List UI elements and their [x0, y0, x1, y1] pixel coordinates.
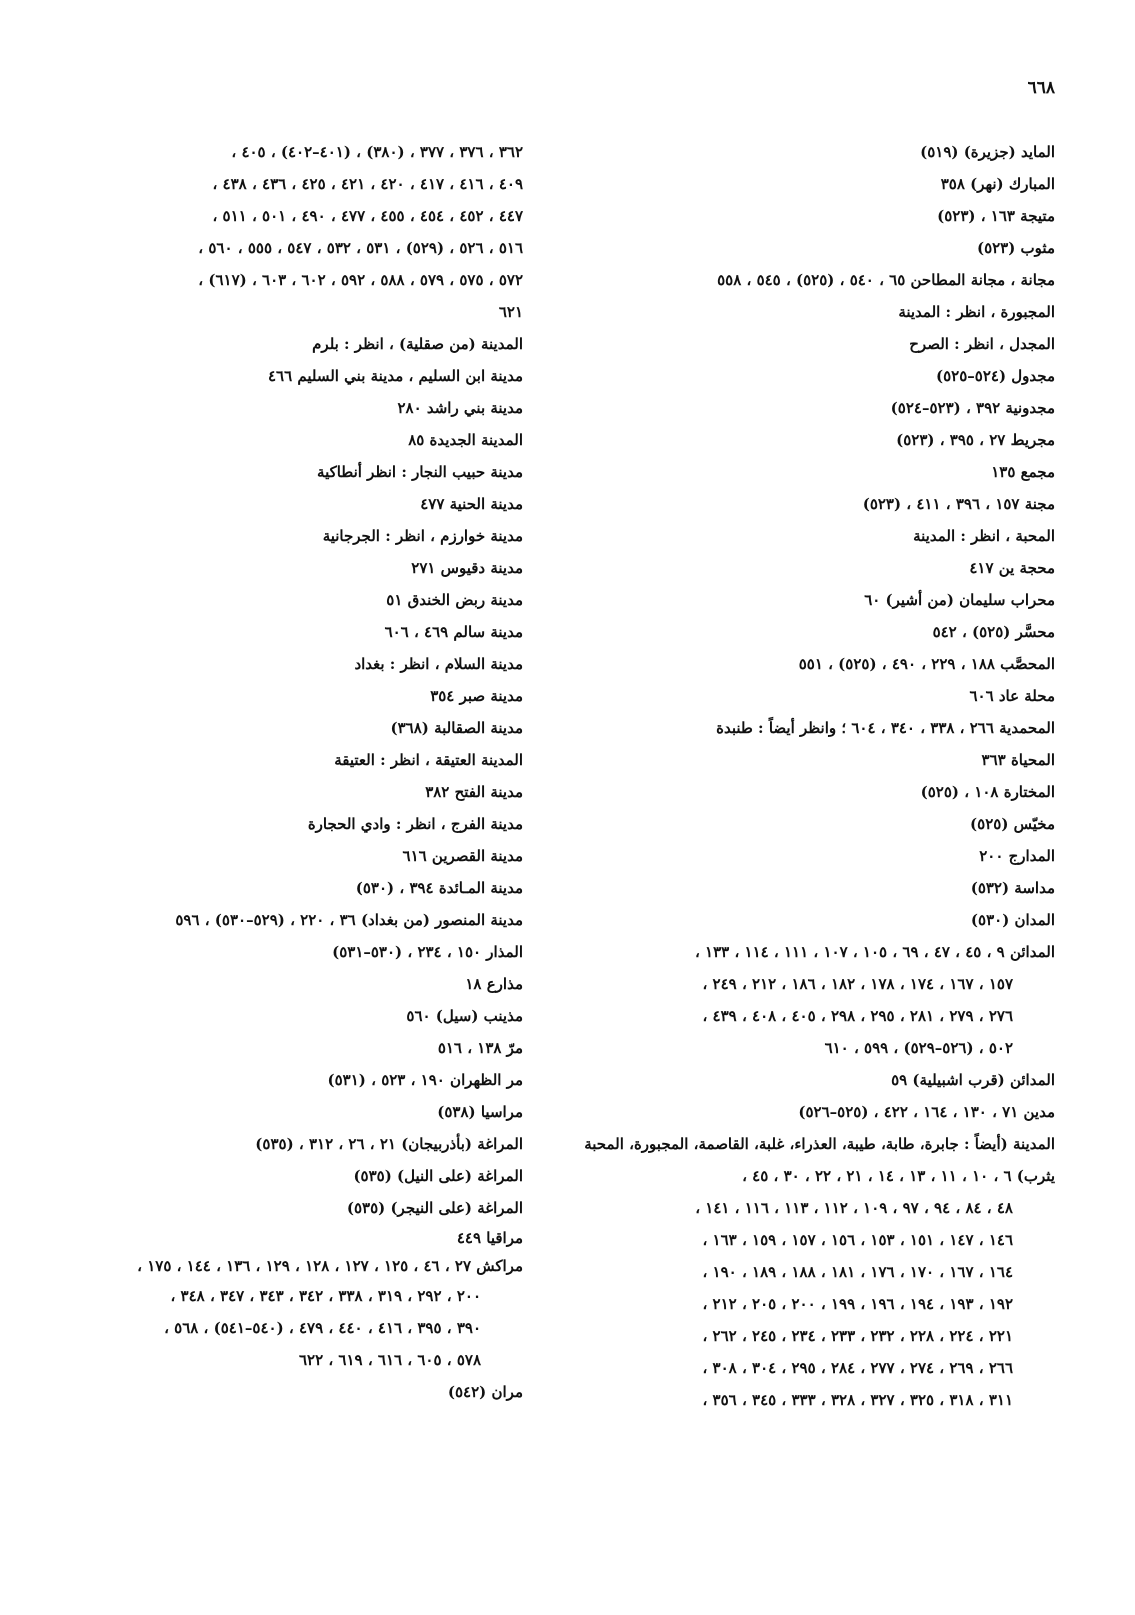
index-entry-continuation: ٥٠٢ ، (٥٢٦–٥٢٩) ، ٥٩٩ ، ٦١٠ [824, 1039, 1013, 1057]
index-entry: المراغة (بأذربيجان) ٢١ ، ٢٦ ، ٣١٢ ، (٥٣٥) [255, 1135, 523, 1153]
index-entry: مجدونية ٣٩٢ ، (٥٢٣–٥٢٤) [890, 399, 1055, 417]
index-entry: مخيّس (٥٢٥) [970, 815, 1055, 833]
index-entry-continuation: ٤٨ ، ٨٤ ، ٩٤ ، ٩٧ ، ١٠٩ ، ١١٢ ، ١١٣ ، ١١٦ ، ١٤١ ، [695, 1199, 1013, 1217]
index-entry: المحصَّب ١٨٨ ، ٢٢٩ ، ٤٩٠ ، (٥٢٥) ، ٥٥١ [798, 655, 1055, 673]
index-entry: محراب سليمان (من أشير) ٦٠ [864, 591, 1055, 609]
index-entry-continuation: ٥٧٨ ، ٦٠٥ ، ٦١٦ ، ٦١٩ ، ٦٢٢ [298, 1351, 481, 1369]
index-entry: المدائن ٩ ، ٤٥ ، ٤٧ ، ٦٩ ، ١٠٥ ، ١٠٧ ، ١١١ ، ١١٤ ، ١٣٣ ، [694, 943, 1055, 961]
index-entry: ٦٢١ [498, 303, 523, 321]
index-entry: ٣٦٢ ، ٣٧٦ ، ٣٧٧ ، (٣٨٠) ، (٤٠١–٤٠٢) ، ٤٠٥ ، [231, 143, 523, 161]
index-entry: المختارة ١٠٨ ، (٥٢٥) [920, 783, 1055, 801]
index-entry: المدينة (من صقلية) ، انظر : بلرم [312, 335, 523, 353]
index-entry: متيجة ١٦٣ ، (٥٢٣) [937, 207, 1055, 225]
index-entry: المجبورة ، انظر : المدينة [898, 303, 1055, 321]
index-entry: مدينة المـائدة ٣٩٤ ، (٥٣٠) [355, 879, 523, 897]
index-entry: مرّ ١٣٨ ، ٥١٦ [437, 1039, 523, 1057]
index-entry: المدينة العتيقة ، انظر : العتيقة [334, 751, 523, 769]
index-entry: المدان (٥٣٠) [970, 911, 1055, 929]
index-entry: مران (٥٤٢) [447, 1383, 523, 1401]
index-entry: مراقيا ٤٤٩ [456, 1229, 523, 1247]
index-entry-continuation: ٣٩٠ ، ٣٩٥ ، ٤١٦ ، ٤٤٠ ، ٤٧٩ ، (٥٤٠–٥٤١) ، ٥٦٨ ، [164, 1319, 481, 1337]
index-entry: ٤٠٩ ، ٤١٦ ، ٤١٧ ، ٤٢٠ ، ٤٢١ ، ٤٢٥ ، ٤٣٦ ، ٤٣٨ ، [212, 175, 523, 193]
index-entry: محسَّر (٥٢٥) ، ٥٤٢ [932, 623, 1055, 641]
index-entry: محلة عاد ٦٠٦ [969, 687, 1055, 705]
index-column-left [53, 136, 523, 1408]
index-entry: المراغة (على النيل) (٥٣٥) [353, 1167, 523, 1185]
index-entry-continuation: ١٥٧ ، ١٦٧ ، ١٧٤ ، ١٧٨ ، ١٨٢ ، ١٨٦ ، ٢١٢ ، ٢٤٩ ، [702, 975, 1013, 993]
index-entry-continuation: ١٤٦ ، ١٤٧ ، ١٥١ ، ١٥٣ ، ١٥٦ ، ١٥٧ ، ١٥٩ ، ١٦٣ ، [702, 1231, 1013, 1249]
index-entry: المحمدية ٢٦٦ ، ٣٣٨ ، ٣٤٠ ، ٦٠٤ ؛ وانظر أيضاً : طنبدة [716, 719, 1055, 737]
index-entry: مجمع ١٣٥ [991, 463, 1055, 481]
index-entry: مجنة ١٥٧ ، ٣٩٦ ، ٤١١ ، (٥٢٣) [862, 495, 1055, 513]
index-entry: مراكش ٢٧ ، ٤٦ ، ١٢٥ ، ١٢٧ ، ١٢٨ ، ١٢٩ ، ١٣٦ ، ١٤٤ ، ١٧٥ ، [137, 1257, 523, 1275]
index-entry: مدينة سالم ٤٦٩ ، ٦٠٦ [384, 623, 523, 641]
index-entry-continuation: ٣١١ ، ٣١٨ ، ٣٢٥ ، ٣٢٧ ، ٣٢٨ ، ٣٣٣ ، ٣٤٥ ، ٣٥٦ ، [702, 1391, 1013, 1409]
index-entry-continuation: ١٩٢ ، ١٩٣ ، ١٩٤ ، ١٩٦ ، ١٩٩ ، ٢٠٠ ، ٢٠٥ ، ٢١٢ ، [702, 1295, 1013, 1313]
index-entry: المجدل ، انظر : الصرح [909, 335, 1055, 353]
index-entry: المبارك (نهر) ٣٥٨ [940, 175, 1055, 193]
index-entry: المدينة (أيضاً : جابرة، طابة، طيبة، العذراء، غلبة، القاصمة، المجبورة، المحبة [584, 1135, 1055, 1153]
index-entry: المذار ١٥٠ ، ٢٣٤ ، (٥٣٠–٥٣١) [332, 943, 523, 961]
index-entry-continuation: ١٦٤ ، ١٦٧ ، ١٧٠ ، ١٧٦ ، ١٨١ ، ١٨٨ ، ١٨٩ ، ١٩٠ ، [702, 1263, 1013, 1281]
index-entry: مجريط ٢٧ ، ٣٩٥ ، (٥٢٣) [896, 431, 1055, 449]
index-entry: المحياة ٣٦٣ [981, 751, 1055, 769]
index-entry: مذارع ١٨ [465, 975, 523, 993]
index-entry: مدين ٧١ ، ١٣٠ ، ١٦٤ ، ٤٢٢ ، (٥٢٥–٥٢٦) [798, 1103, 1055, 1121]
index-entry: مراسيا (٥٣٨) [437, 1103, 523, 1121]
index-entry: المايد (جزيرة) (٥١٩) [920, 143, 1055, 161]
index-entry: ٥٧٢ ، ٥٧٥ ، ٥٧٩ ، ٥٨٨ ، ٥٩٢ ، ٦٠٢ ، ٦٠٣ ، (٦١٧) ، [198, 271, 523, 289]
index-entry: المدائن (قرب اشبيلية) ٥٩ [891, 1071, 1055, 1089]
index-entry: مر الظهران ١٩٠ ، ٥٢٣ ، (٥٣١) [327, 1071, 523, 1089]
index-entry: مداسة (٥٣٢) [970, 879, 1055, 897]
index-entry: مجدول (٥٢٤–٥٢٥) [935, 367, 1055, 385]
index-entry: المحبة ، انظر : المدينة [913, 527, 1055, 545]
index-column-right [575, 136, 1055, 1416]
index-entry: مدينة الحنية ٤٧٧ [420, 495, 523, 513]
index-entry-continuation: ٢٧٦ ، ٢٧٩ ، ٢٨١ ، ٢٩٥ ، ٢٩٨ ، ٤٠٥ ، ٤٠٨ ، ٤٣٩ ، [702, 1007, 1013, 1025]
index-entry: مدينة خوارزم ، انظر : الجرجانية [322, 527, 523, 545]
index-entry-continuation: ٢٦٦ ، ٢٦٩ ، ٢٧٤ ، ٢٧٧ ، ٢٨٤ ، ٢٩٥ ، ٣٠٤ ، ٣٠٨ ، [702, 1359, 1013, 1377]
index-entry: مدينة ابن السليم ، مدينة بني السليم ٤٦٦ [267, 367, 523, 385]
index-entry: المراغة (على النيجر) (٥٣٥) [346, 1199, 523, 1217]
index-entry: مدينة القصرين ٦١٦ [402, 847, 523, 865]
index-entry: مدينة حبيب النجار : انظر أنطاكية [317, 463, 523, 481]
index-entry: مدينة الفرج ، انظر : وادي الحجارة [307, 815, 523, 833]
index-entry: يثرب) ٦ ، ١٠ ، ١١ ، ١٣ ، ١٤ ، ٢١ ، ٢٢ ، ٣٠ ، ٤٥ ، [742, 1167, 1055, 1185]
index-entry: المدينة الجديدة ٨٥ [408, 431, 523, 449]
index-entry: مدينة المنصور (من بغداد) ٣٦ ، ٢٢٠ ، (٥٢٩–٥٣٠) ، ٥٩٦ [175, 911, 523, 929]
index-entry: مدينة بني راشد ٢٨٠ [397, 399, 523, 417]
index-entry: ٤٤٧ ، ٤٥٢ ، ٤٥٤ ، ٤٥٥ ، ٤٧٧ ، ٤٩٠ ، ٥٠١ ، ٥١١ ، [212, 207, 523, 225]
index-entry: مدينة الفتح ٣٨٢ [425, 783, 523, 801]
index-entry: مدينة الصقالبة (٣٦٨) [390, 719, 523, 737]
index-entry-continuation: ٢٢١ ، ٢٢٤ ، ٢٢٨ ، ٢٣٢ ، ٢٣٣ ، ٢٣٤ ، ٢٤٥ ، ٢٦٢ ، [702, 1327, 1013, 1345]
index-entry: مدينة دقيوس ٢٧١ [411, 559, 523, 577]
index-entry: مجانة ، مجانة المطاحن ٦٥ ، ٥٤٠ ، (٥٢٥) ، ٥٤٥ ، ٥٥٨ [717, 271, 1055, 289]
page-number: ٦٦٨ [1027, 78, 1055, 98]
index-entry: محجة ين ٤١٧ [969, 559, 1055, 577]
index-entry-continuation: ٢٠٠ ، ٢٩٢ ، ٣١٩ ، ٣٣٨ ، ٣٤٢ ، ٣٤٣ ، ٣٤٧ ، ٣٤٨ ، [170, 1287, 481, 1305]
index-entry: مذينب (سيل) ٥٦٠ [406, 1007, 523, 1025]
index-entry: ٥١٦ ، ٥٢٦ ، (٥٢٩) ، ٥٣١ ، ٥٣٢ ، ٥٤٧ ، ٥٥٥ ، ٥٦٠ ، [198, 239, 523, 257]
index-entry: مدينة السلام ، انظر : بغداد [354, 655, 523, 673]
index-entry: مثوب (٥٢٣) [976, 239, 1055, 257]
index-entry: مدينة صبر ٣٥٤ [430, 687, 523, 705]
index-entry: مدينة ربض الخندق ٥١ [386, 591, 523, 609]
index-entry: المدارج ٢٠٠ [979, 847, 1055, 865]
